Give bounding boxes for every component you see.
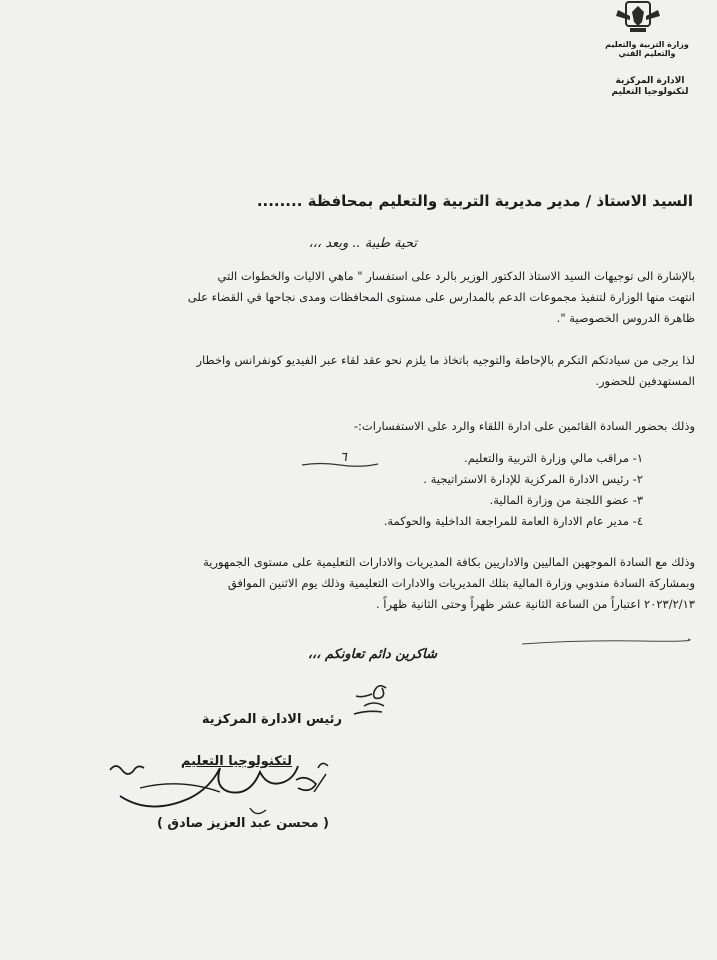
ministry-line-1: وزارة التربية والتعليم [605, 40, 689, 49]
paragraph-1-line-2: انتهت منها الوزارة لتنفيذ مجموعات الدعم بالمدارس على مستوى المحافظات ومدى نجاحها في القضاء على [187, 290, 695, 304]
handwritten-note: ٦ [340, 450, 347, 465]
dept-line-1: الادارة المركزية [615, 76, 685, 86]
paragraph-3 [9, 552, 695, 615]
signatory-name: ( محسن عبد العزيز صادق ) [156, 816, 329, 831]
attendees-intro: وذلك بحضور السادة القائمين على ادارة اللقاء والرد على الاستفسارات:- [353, 419, 695, 433]
addressee: السيد الاستاذ / مدير مديرية التربية والتعليم بمحافظة ........ [256, 192, 693, 210]
paragraph-1-line-3: ظاهرة الدروس الخصوصية ". [556, 311, 695, 325]
signature-title: رئيس الادارة المركزية [201, 712, 342, 727]
list-item: ١- مراقب مالي وزارة التربية والتعليم. [464, 451, 643, 465]
signature-dept: لتكنولوجيا التعليم [180, 754, 292, 769]
paragraph-3-line-1: وذلك مع السادة الموجهين الماليين والاداريين بكافة المديريات والادارات التعليمية على مستوى الجمهورية [203, 555, 695, 569]
handwritten-signature-icon [100, 752, 340, 822]
handwritten-line-icon [520, 636, 690, 648]
list-item: ٤- مدير عام الادارة العامة للمراجعة الداخلية والحوكمة. [383, 514, 643, 528]
initials-signature-icon [346, 680, 396, 720]
paragraph-1 [9, 266, 695, 329]
list-item: ٣- عضو اللجنة من وزارة المالية. [489, 493, 643, 507]
dept-line-2: لتكنولوجيا التعليم [611, 87, 689, 97]
paragraph-3-line-2: وبمشاركة السادة مندوبي وزارة المالية بتلك المديريات والادارات التعليمية وذلك يوم الاثنين الموافق [227, 576, 695, 590]
paragraph-3-line-3: ٢٠٢٣/٢/١٣ اعتباراً من الساعة الثانية عشر ظهراً وحتى الثانية ظهراً . [375, 597, 695, 611]
paragraph-2-line-2: المستهدفين للحضور. [595, 374, 695, 388]
paragraph-2 [9, 350, 695, 392]
list-item: ٢- رئيس الادارة المركزية للإدارة الاستراتيجية . [423, 472, 643, 486]
closing-line: شاكرين دائم تعاونكم ،،، [307, 647, 437, 662]
paragraph-1-line-1: بالإشارة الى توجيهات السيد الاستاذ الدكتور الوزير بالرد على استفسار " ماهي الاليات والخطوات التي [217, 269, 695, 283]
greeting: تحية طيبة .. وبعد ،،، [308, 236, 417, 251]
ministry-line-2: والتعليم الفني [618, 49, 676, 58]
attendees-list [83, 448, 643, 532]
paragraph-2-line-1: لذا يرجى من سيادتكم التكرم بالإحاطة والتوجيه باتخاذ ما يلزم نحو عقد لقاء عبر الفيديو كونفرانس واخطار [196, 353, 695, 367]
